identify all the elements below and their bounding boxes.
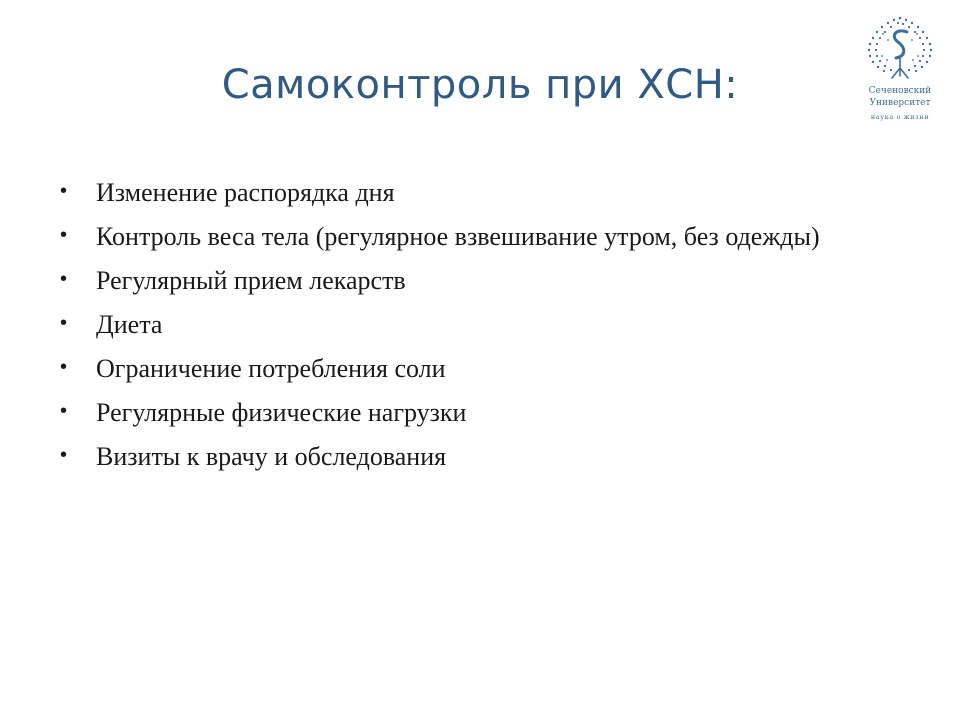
university-logo	[858, 12, 942, 126]
bullet-text: Изменение распорядка дня	[96, 178, 395, 207]
bullet-icon: •	[60, 268, 68, 290]
bullet-item	[60, 440, 902, 474]
bullet-icon: •	[60, 312, 68, 334]
bullet-item	[60, 220, 902, 254]
bullet-text: Визиты к врачу и обследования	[96, 442, 447, 471]
slide-title: Самоконтроль при ХСН:	[221, 62, 739, 108]
tree-logo-icon	[858, 12, 942, 86]
bullet-icon: •	[60, 224, 68, 246]
bullet-icon: •	[60, 444, 68, 466]
bullet-list	[60, 176, 902, 484]
bullet-text: Регулярные физические нагрузки	[96, 398, 467, 427]
logo-line-1: Сеченовский	[868, 86, 932, 96]
bullet-item	[60, 396, 902, 430]
bullet-text: Регулярный прием лекарств	[96, 266, 406, 295]
logo-line-2: Университет	[869, 98, 931, 108]
bullet-text: Диета	[96, 310, 163, 339]
bullet-text: Контроль веса тела (регулярное взвешивание утром, без одежды)	[96, 222, 820, 251]
bullet-item	[60, 176, 902, 210]
bullet-item	[60, 352, 902, 386]
bullet-icon: •	[60, 356, 68, 378]
bullet-item	[60, 264, 902, 298]
bullet-icon: •	[60, 180, 68, 202]
logo-line-3: наука о жизни	[870, 113, 930, 121]
bullet-text: Ограничение потребления соли	[96, 354, 446, 383]
bullet-item	[60, 308, 902, 342]
bullet-icon: •	[60, 400, 68, 422]
